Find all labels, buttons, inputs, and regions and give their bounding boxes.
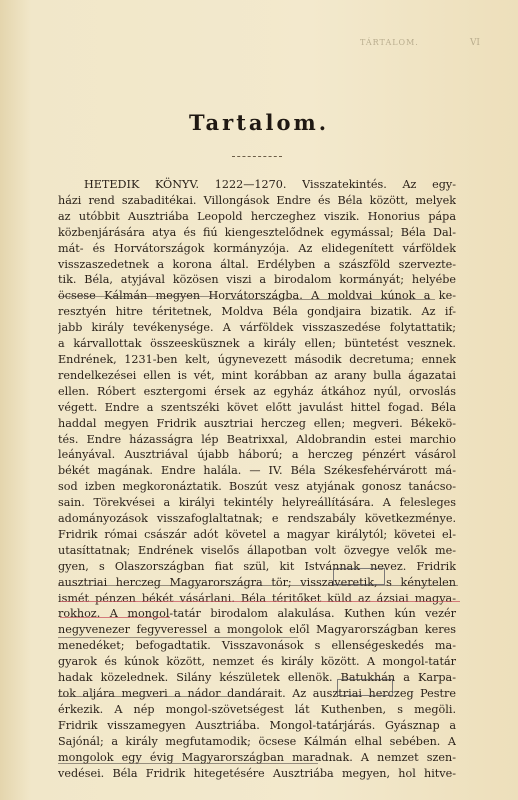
pencil-box (337, 679, 393, 696)
text-line: leányával. Ausztriával újabb háború; a herczeg pénzért vásárol (58, 448, 456, 462)
text-line: tik. Béla, atyjával közösen viszi a birodalom kormányát; helyébe (58, 273, 456, 287)
contents-paragraph (58, 177, 456, 781)
text-line: békét magának. Endre halála. — IV. Béla Székesfehérvárott má- (58, 464, 456, 478)
pencil-underline (58, 296, 218, 297)
text-line: haddal megyen Fridrik ausztriai herczeg ellen; megveri. Békekö- (58, 416, 456, 430)
pencil-box (333, 568, 385, 585)
pencil-underline (225, 299, 435, 300)
text-line: adományozások visszafoglaltatnak; e rendszabály következménye. (58, 512, 456, 526)
text-line: tok aljára megveri a nádor dandárait. Az ausztriai herczeg Pestre (58, 687, 456, 700)
red-ink-underline (60, 601, 460, 602)
text-line: az utóbbit Ausztriába Leopold herczeghez viszik. Honorius pápa (58, 209, 456, 223)
red-ink-underline (60, 617, 170, 618)
text-line: ausztriai herczeg Magyarországra tör; visszaveretik, s kénytelen (58, 575, 456, 589)
text-line: jabb király tevékenysége. A várföldek visszaszedése folytattatik; (58, 321, 456, 335)
text-line: Fridrik római császár adót követel a magyar királytól; követei el- (58, 527, 456, 541)
pencil-underline (58, 696, 258, 697)
text-line: végett. Endre a szentszéki követ előtt javulást hittel fogad. Béla (58, 400, 456, 414)
text-line: menedéket; befogadtatik. Visszavonások s ellenségeskedés ma- (58, 639, 456, 653)
pencil-underline (58, 585, 458, 586)
text-line: ellen. Róbert esztergomi érsek az egyház átkához nyúl, orvoslás (58, 384, 456, 398)
page-number: VI (469, 38, 480, 48)
text-line: mát- és Horvátországok kormányzója. Az elidegenített várföldek (58, 241, 456, 255)
text-line: vedései. Béla Fridrik hitegetésére Ausztriába megyen, hol hitve- (58, 766, 456, 780)
running-head: TÁRTALOM. (360, 38, 419, 47)
pencil-underline (58, 637, 298, 638)
text-line: HETEDIK KÖNYV. 1222—1270. Visszatekintés. Az egy- (84, 178, 456, 191)
text-line: sain. Törekvései a királyi tekintély helyreállítására. A felesleges (58, 496, 456, 510)
text-line: közbenjárására atya és fiú kiengesztelődnek egymással; Béla Dal- (58, 225, 456, 239)
text-line: negyvenezer fegyveressel a mongolok elől Magyarországban keres (58, 623, 456, 637)
text-line: Sajónál; a király megfutamodik; öcsese Kálmán elhal sebében. A (58, 734, 456, 748)
text-line: házi rend szabaditékai. Villongások Endre és Béla között, melyek (58, 193, 456, 207)
text-line: Fridrik visszamegyen Ausztriába. Mongol-tatárjárás. Gyásznap a (58, 718, 456, 732)
text-line: hadak közelednek. Silány készületek ellenök. Batukhán a Karpa- (58, 671, 456, 685)
text-line: mongolok egy évig Magyarországban maradnak. A nemzet szen- (58, 750, 456, 764)
text-line: tés. Endre házasságra lép Beatrixxal, Aldobrandin estei marchio (58, 432, 456, 446)
text-line: gyarok és kúnok között, nemzet és király között. A mongol-tatár (58, 655, 456, 669)
pencil-underline (58, 763, 318, 764)
text-line: öcsese Kálmán megyen Horvátországba. A moldvai kúnok a ke- (58, 289, 456, 303)
text-line: rokhoz. A mongol-tatár birodalom alakulása. Kuthen kún vezér (58, 607, 456, 621)
page-title: Tartalom. (188, 110, 330, 135)
text-line: Endrének, 1231-ben kelt, úgynevezett második decretuma; ennek (58, 352, 456, 366)
text-line: utasíttatnak; Endrének viselős állapotban volt özvegye velők me- (58, 543, 456, 557)
text-line: gyen, s Olaszországban fiat szül, kit Istvánnak nevez. Fridrik (58, 559, 456, 573)
title-divider (232, 156, 282, 157)
text-line: ismét pénzen békét vásárlani. Béla téritőket küld az ázsiai magya- (58, 591, 456, 605)
text-line: érkezik. A nép mongol-szövetségest lát Kuthenben, s megöli. (58, 702, 456, 716)
text-line: rendelkezései ellen is vét, mint korábban az arany bulla ágazatai (58, 368, 456, 382)
text-line: a kárvallottak összeesküsznek a király ellen; büntetést vesznek. (58, 337, 456, 351)
text-line: sod izben megkoronáztatik. Boszút vesz atyjának gonosz tanácso- (58, 480, 456, 494)
text-line: resztyén hitre téritetnek, Moldva Béla gondjaira bizatik. Az if- (58, 305, 456, 319)
text-line: visszaszedetnek a korona által. Erdélyben a szászföld szervezte- (58, 257, 456, 271)
